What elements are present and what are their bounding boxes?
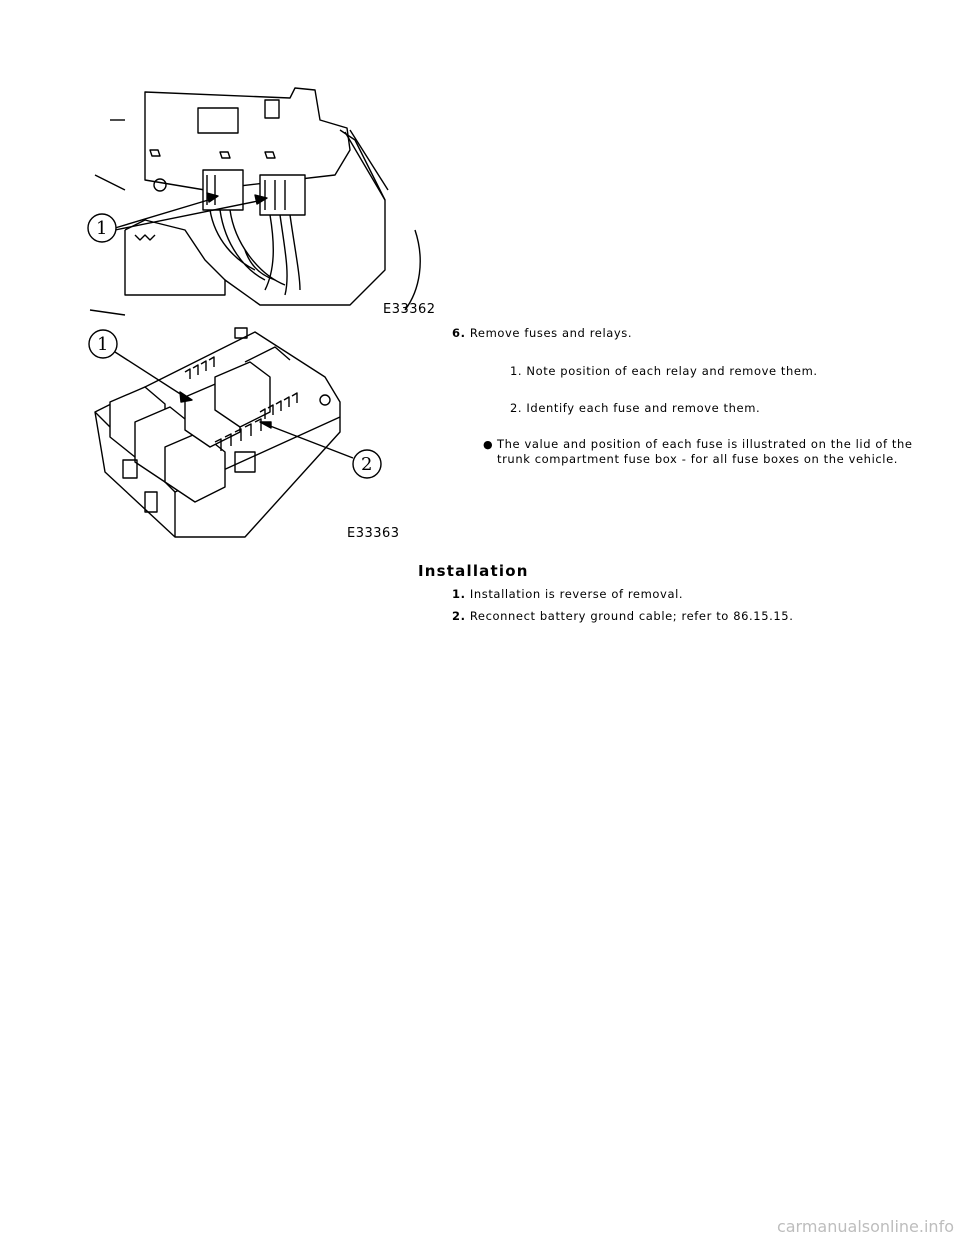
figure-fuse-box-lid <box>85 80 435 320</box>
fuse-box-relays-illustration <box>85 322 415 547</box>
figure-id-label: E33362 <box>383 302 436 317</box>
callout-1: 1 <box>96 218 108 239</box>
step-number: 2. <box>452 609 466 623</box>
watermark: carmanualsonline.info <box>776 1217 954 1236</box>
step-number: 1. <box>452 587 466 601</box>
substep-1: 1. Note position of each relay and remove them. <box>510 364 818 378</box>
install-step-2 <box>452 609 793 624</box>
bullet-icon: ● <box>483 438 494 451</box>
step-number: 6. <box>452 326 466 340</box>
install-step-1 <box>452 587 683 602</box>
figure-id-label: E33363 <box>347 526 400 541</box>
callout-2: 2 <box>361 454 373 475</box>
section-heading-installation: Installation <box>418 562 529 580</box>
note-text: The value and position of each fuse is illustrated on the lid of the trunk compartment fuse box - for all fuse boxes on the vehicle. <box>497 437 913 466</box>
figure-fuse-box-relays <box>85 322 415 547</box>
substep-2: 2. Identify each fuse and remove them. <box>510 401 761 415</box>
callout-1: 1 <box>97 334 109 355</box>
step-text: Installation is reverse of removal. <box>469 587 684 601</box>
step-text: Remove fuses and relays. <box>469 326 633 340</box>
step-6 <box>452 326 632 341</box>
fuse-box-lid-illustration <box>85 80 435 320</box>
step-text: Reconnect battery ground cable; refer to 86.15.15. <box>469 609 794 623</box>
note-bullet <box>483 437 937 467</box>
